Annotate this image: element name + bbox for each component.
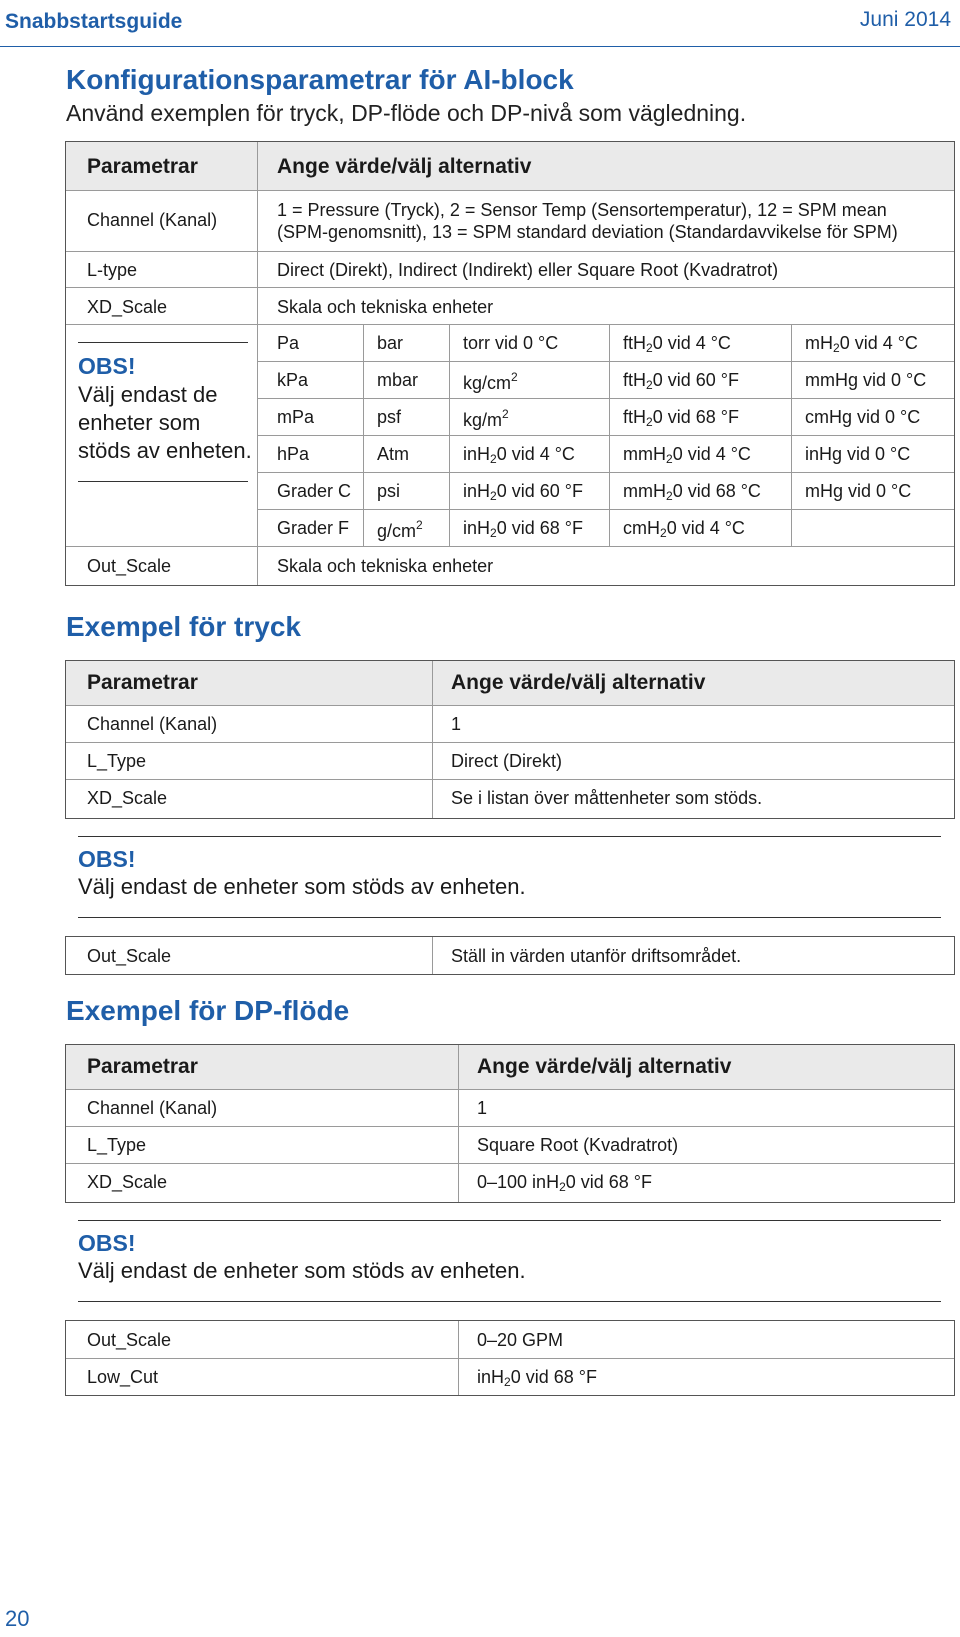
tryck-value: Ställ in värden utanför driftsområdet. <box>451 946 742 966</box>
unit-cell: mmH$_2$0 vid 68 °C <box>623 481 761 503</box>
obs-rule-bottom <box>78 481 248 482</box>
param-channel: Channel (Kanal) <box>87 210 218 230</box>
obs-line: enheter som <box>78 410 201 435</box>
obs-rule-bottom <box>78 917 941 918</box>
section-title-tryck: Exempel för tryck <box>66 611 301 642</box>
unit-cell: Pa <box>277 333 300 353</box>
page-title: Konfigurationsparametrar för AI-block <box>66 64 574 95</box>
dpflode-param: Channel (Kanal) <box>87 1098 218 1118</box>
unit-cell: psi <box>377 481 401 501</box>
dpflode-param: XD_Scale <box>87 1172 168 1192</box>
dpflode-param: Out_Scale <box>87 1330 172 1350</box>
unit-cell: inH$_2$0 vid 60 °F <box>463 481 583 503</box>
col-header-value: Ange värde/välj alternativ <box>277 155 532 178</box>
tryck-value: Se i listan över måttenheter som stöds. <box>451 788 763 808</box>
obs-line: stöds av enheten. <box>78 438 252 463</box>
obs-text: Välj endast de enheter som stöds av enheten. <box>78 874 526 899</box>
unit-cell: Grader F <box>277 518 350 538</box>
tryck-param: Channel (Kanal) <box>87 714 218 734</box>
tryck-param: L_Type <box>87 751 147 771</box>
value-outscale: Skala och tekniska enheter <box>277 556 494 576</box>
obs-rule-top <box>78 1220 941 1221</box>
dpflode-value: Square Root (Kvadratrot) <box>477 1135 679 1155</box>
obs-text: Välj endast de enheter som stöds av enheten. <box>78 1258 526 1283</box>
unit-cell: mbar <box>377 370 419 390</box>
col-header-parametrar: Parametrar <box>87 155 198 178</box>
dpflode-param: L_Type <box>87 1135 147 1155</box>
page-header <box>0 0 960 47</box>
unit-cell: mmHg vid 0 °C <box>805 370 927 390</box>
unit-cell: inHg vid 0 °C <box>805 444 911 464</box>
guide-title: Snabbstartsguide <box>5 10 183 33</box>
obs-rule-top <box>78 342 248 343</box>
unit-cell: inH$_2$0 vid 4 °C <box>463 444 575 466</box>
value-channel-line1: 1 = Pressure (Tryck), 2 = Sensor Temp (Sensortemperatur), 12 = SPM mean <box>277 200 887 220</box>
unit-cell: mHg vid 0 °C <box>805 481 912 501</box>
dpflode-value: 1 <box>477 1098 488 1118</box>
tryck-value: 1 <box>451 714 462 734</box>
dpflode-param: Low_Cut <box>87 1367 159 1387</box>
unit-cell: mmH$_2$0 vid 4 °C <box>623 444 751 466</box>
dpflode-value: 0–20 GPM <box>477 1330 564 1350</box>
obs-line: Välj endast de <box>78 382 218 407</box>
unit-cell: Atm <box>377 444 410 464</box>
unit-cell: ftH$_2$0 vid 4 °C <box>623 333 731 355</box>
unit-cell: $g/cm^2$ <box>377 518 423 541</box>
tryck-param: Out_Scale <box>87 946 172 966</box>
unit-cell: psf <box>377 407 402 427</box>
unit-cell: Grader C <box>277 481 352 501</box>
obs-title: OBS! <box>78 1230 136 1256</box>
param-outscale: Out_Scale <box>87 556 172 576</box>
section-title-dpflode: Exempel för DP-flöde <box>66 995 350 1026</box>
unit-cell: torr vid 0 °C <box>463 333 559 353</box>
param-xdscale: XD_Scale <box>87 297 168 317</box>
unit-cell: $kg/cm^2$ <box>463 370 518 393</box>
page-subtitle: Använd exemplen för tryck, DP-flöde och DP-nivå som vägledning. <box>66 100 747 126</box>
obs-rule-top <box>78 836 941 837</box>
tryck-col2: Ange värde/välj alternativ <box>451 671 706 694</box>
unit-cell: hPa <box>277 444 310 464</box>
dpflode-col2: Ange värde/välj alternativ <box>477 1055 732 1078</box>
dpflode-value: 0–100 inH$_2$0 vid 68 °F <box>477 1172 653 1194</box>
dpflode-col1: Parametrar <box>87 1055 198 1078</box>
tryck-value: Direct (Direkt) <box>451 751 562 771</box>
unit-cell: ftH$_2$0 vid 60 °F <box>623 370 739 392</box>
unit-cell: kPa <box>277 370 309 390</box>
page-number: 20 <box>5 1606 30 1631</box>
dpflode-value: inH$_2$0 vid 68 °F <box>477 1367 597 1389</box>
unit-cell: ftH$_2$0 vid 68 °F <box>623 407 739 429</box>
value-channel-line2: (SPM-genomsnitt), 13 = SPM standard deviation (Standardavvikelse för SPM) <box>277 222 898 242</box>
unit-cell: cmH$_2$0 vid 4 °C <box>623 518 745 540</box>
unit-cell: bar <box>377 333 404 353</box>
tryck-param: XD_Scale <box>87 788 168 808</box>
param-ltype: L-type <box>87 260 138 280</box>
date-label: Juni 2014 <box>859 8 951 31</box>
value-xdscale: Skala och tekniska enheter <box>277 297 494 317</box>
obs-rule-bottom <box>78 1301 941 1302</box>
unit-cell: cmHg vid 0 °C <box>805 407 921 427</box>
tryck-col1: Parametrar <box>87 671 198 694</box>
value-ltype: Direct (Direkt), Indirect (Indirekt) eller Square Root (Kvadratrot) <box>277 260 779 280</box>
unit-cell: $mH_20$ vid 4 °C <box>805 333 918 355</box>
unit-cell: inH$_2$0 vid 68 °F <box>463 518 583 540</box>
obs-title: OBS! <box>78 353 136 379</box>
unit-cell: mPa <box>277 407 315 427</box>
unit-cell: $kg/m^2$ <box>463 407 509 430</box>
obs-title: OBS! <box>78 846 136 872</box>
